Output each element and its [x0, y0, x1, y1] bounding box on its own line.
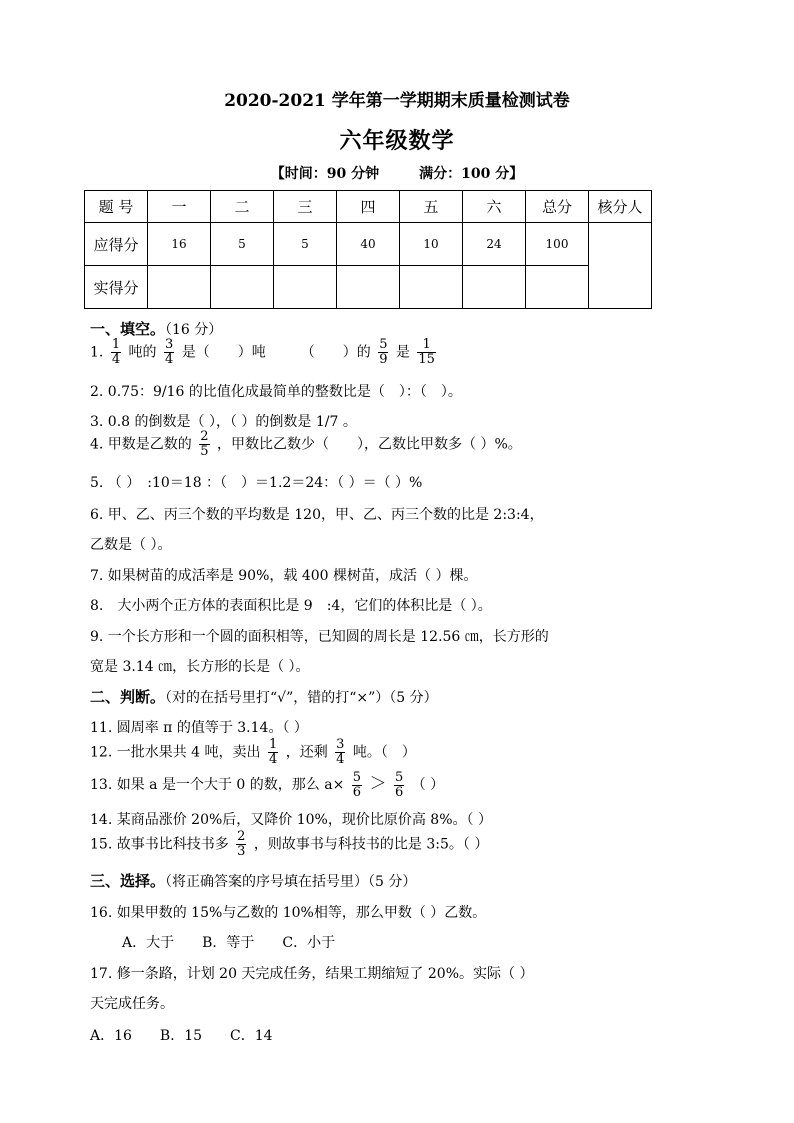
due-cell: 100 — [526, 223, 589, 266]
fraction — [417, 338, 436, 367]
question-3: 3. 0.8 的倒数是（ ），（ ）的倒数是 1/7 。 — [90, 414, 357, 430]
section-2-heading — [90, 686, 438, 707]
question-17-line-1: 17. 修一条路，计划 20 天完成任务，结果工期缩短了 20%。实际（ ） — [90, 966, 534, 982]
exam-subject: 六年级数学 — [339, 128, 455, 154]
exam-full-score: 满分：100 分】 — [419, 166, 524, 182]
section-3-title: 三、选择。 — [90, 872, 166, 890]
denominator: 4 — [336, 752, 345, 767]
question-11: 11. 圆周率 π 的值等于 3.14。（ ） — [90, 720, 308, 736]
section-3-note: （将正确答案的序号填在括号里）（5 分） — [165, 874, 417, 890]
question-16-options: A．大于 B．等于 C．小于 — [122, 935, 336, 951]
score-header-cell: 一 — [148, 191, 211, 223]
fraction — [111, 338, 121, 367]
fraction — [394, 771, 404, 800]
numerator: 5 — [379, 337, 388, 352]
got-label: 实得分 — [85, 266, 148, 309]
got-cell[interactable] — [211, 266, 274, 309]
question-7: 7. 如果树苗的成活率是 90%，载 400 棵树苗，成活（ ）棵。 — [90, 568, 478, 584]
got-cell[interactable] — [400, 266, 463, 309]
q12-text-c: 吨。（ ） — [352, 744, 416, 761]
question-17-line-2: 天完成任务。 — [90, 996, 174, 1012]
numerator: 3 — [336, 737, 345, 752]
due-cell: 10 — [400, 223, 463, 266]
fraction — [335, 738, 345, 767]
exam-time: 【时间：90 分钟 — [270, 166, 380, 182]
section-2-note: （对的在括号里打“√”，错的打“×”）（5 分） — [165, 690, 438, 706]
q15-text-a: 15. 故事书比科技书多 — [90, 836, 229, 853]
q1-number: 1. — [90, 344, 104, 361]
section-1-note: （16 分） — [165, 322, 223, 338]
question-2: 2. 0.75：9/16 的比值化成最简单的整数比是（ ）：（ ）。 — [90, 384, 462, 400]
question-16: 16. 如果甲数的 15%与乙数的 10%相等，那么甲数（ ）乙数。 — [90, 905, 487, 921]
score-header-cell: 总分 — [526, 191, 589, 223]
denominator: 9 — [379, 352, 388, 367]
score-header-cell: 三 — [274, 191, 337, 223]
question-6-line-1: 6. 甲、乙、丙三个数的平均数是 120，甲、乙、丙三个数的比是 2:3:4， — [90, 507, 544, 523]
section-1-heading — [90, 318, 222, 339]
q15-text-b: ，则故事书与科技书的比是 3:5。（ ） — [253, 836, 489, 853]
q13-text-a: 13. 如果 a 是一个大于 0 的数，那么 a× — [90, 777, 345, 793]
denominator: 5 — [200, 444, 209, 459]
fraction — [199, 430, 209, 459]
got-cell[interactable] — [274, 266, 337, 309]
numerator: 1 — [268, 737, 278, 752]
fraction — [268, 738, 278, 767]
denominator: 6 — [352, 784, 362, 800]
score-header-cell: 四 — [337, 191, 400, 223]
q12-text-a: 12. 一批水果共 4 吨，卖出 — [90, 744, 261, 761]
numerator: 5 — [394, 769, 404, 785]
numerator: 1 — [417, 338, 436, 353]
q12-text-b: ，还剩 — [285, 744, 328, 761]
q1-text-2: 是（ ）吨 （ ）的 — [181, 344, 371, 361]
denominator: 15 — [418, 352, 435, 367]
score-table — [84, 190, 652, 309]
question-13 — [90, 769, 444, 800]
q13-text-c: （ ） — [411, 777, 445, 793]
denominator: 4 — [111, 352, 121, 367]
q13-greater-than: ＞ — [369, 774, 387, 794]
numerator: 2 — [200, 429, 209, 444]
denominator: 4 — [165, 352, 174, 367]
due-label: 应得分 — [85, 223, 148, 266]
score-header-cell: 六 — [463, 191, 526, 223]
question-17-options: A．16 B．15 C．14 — [90, 1028, 273, 1044]
got-cell[interactable] — [148, 266, 211, 309]
q1-text-3: 是 — [395, 344, 410, 361]
score-header-cell: 二 — [211, 191, 274, 223]
question-6-line-2: 乙数是（ ）。 — [90, 537, 172, 553]
question-4 — [90, 430, 522, 459]
got-cell[interactable] — [463, 266, 526, 309]
question-9-line-1: 9. 一个长方形和一个圆的面积相等，已知圆的周长是 12.56 ㎝，长方形的 — [90, 629, 549, 645]
fraction — [352, 771, 362, 800]
question-15 — [90, 830, 488, 859]
section-2-title: 二、判断。 — [90, 688, 166, 706]
fraction — [236, 830, 246, 859]
score-header-cell: 题 号 — [85, 191, 148, 223]
question-12 — [90, 738, 416, 767]
score-table-got-row — [85, 266, 652, 309]
question-5: 5. （ ） :10＝18 ：（ ）＝1.2＝24：（ ）＝（ ）% — [90, 475, 423, 491]
q4-text-a: 4. 甲数是乙数的 — [90, 436, 192, 453]
section-1-title: 一、填空。 — [90, 320, 166, 338]
denominator: 3 — [237, 844, 246, 859]
numerator: 3 — [165, 337, 174, 352]
due-cell: 5 — [211, 223, 274, 266]
score-table-due-row — [85, 223, 652, 266]
fraction — [378, 338, 388, 367]
due-cell: 24 — [463, 223, 526, 266]
numerator: 2 — [237, 829, 246, 844]
got-cell[interactable] — [526, 266, 589, 309]
numerator: 1 — [111, 337, 121, 352]
question-1 — [90, 338, 439, 367]
score-table-header-row — [85, 191, 652, 223]
fraction — [164, 338, 174, 367]
question-9-line-2: 宽是 3.14 ㎝，长方形的长是（ ）。 — [90, 659, 310, 675]
q1-text-1: 吨的 — [128, 344, 157, 361]
exam-meta — [0, 163, 794, 183]
denominator: 4 — [268, 752, 278, 767]
section-3-heading — [90, 870, 416, 891]
denominator: 6 — [394, 784, 404, 800]
exam-title: 2020-2021 学年第一学期期末质量检测试卷 — [224, 91, 570, 111]
got-cell[interactable] — [337, 266, 400, 309]
score-header-cell: 核分人 — [589, 191, 652, 223]
checker-cell[interactable] — [589, 223, 652, 309]
due-cell: 40 — [337, 223, 400, 266]
due-cell: 5 — [274, 223, 337, 266]
q4-text-b: ，甲数比乙数少（ ），乙数比甲数多（ ）%。 — [217, 436, 522, 453]
numerator: 5 — [352, 769, 362, 785]
score-header-cell: 五 — [400, 191, 463, 223]
question-14: 14. 某商品涨价 20%后，又降价 10%，现价比原价高 8%。（ ） — [90, 812, 492, 828]
due-cell: 16 — [148, 223, 211, 266]
question-8: 8. 大小两个正方体的表面积比是 9 :4，它们的体积比是（ ）。 — [90, 598, 492, 614]
